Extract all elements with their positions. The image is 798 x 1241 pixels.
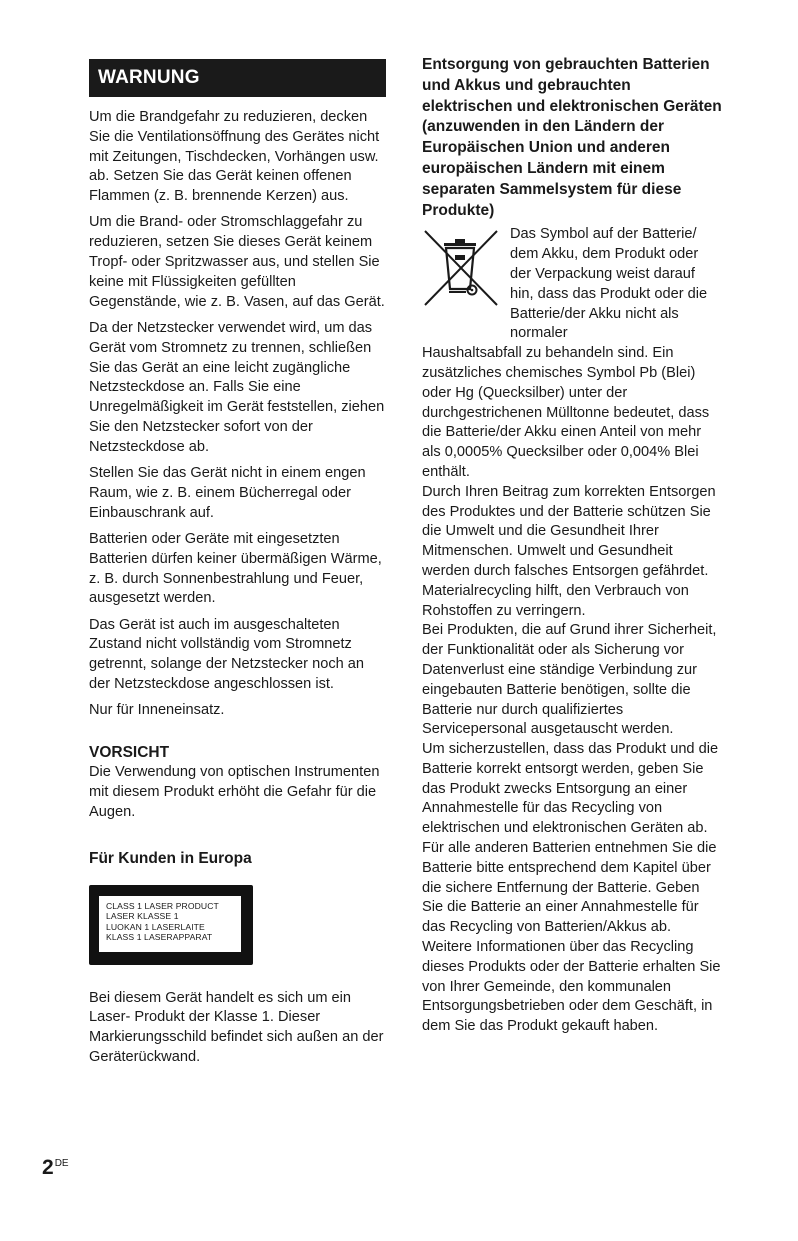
disposal-paragraph: Bei Produkten, die auf Grund ihrer Sicherheit, der Funktionalität oder als Sicherung vor Datenverlust eine ständige Verbindung zur eingebauten Batterie benötigen, sollte die Batterie nur durch qualifiziertes Servicepersonal ausgetauscht werden. <box>422 622 717 738</box>
symbol-description: Das Symbol auf der Batterie/ dem Akku, dem Produkt oder der Verpackung weist darauf hin, dass das Produkt oder die Batterie/der Akku nicht als normaler <box>510 226 708 342</box>
warning-paragraph: Da der Netzstecker verwendet wird, um das Gerät vom Stromnetz zu trennen, schließen Sie das Gerät an eine leicht zugängliche Netzsteckdose an. Falls Sie eine Unregelmäßigkeit im Gerät feststellen, ziehen Sie den Netzstecker sofort von der Netzsteckdose ab. <box>89 319 385 455</box>
disposal-paragraph: Weitere Informationen über das Recycling dieses Produkts oder der Batterie erhalten Sie von Ihrer Gemeinde, den kommunalen Entsorgungsbetrieben oder dem Geschäft, in dem Sie das Produkt gekauft haben. <box>422 939 721 1035</box>
disposal-paragraph: Um sicherzustellen, dass das Produkt und die Batterie korrekt entsorgt werden, geben Sie das Produkt zwecks Entsorgung an einer Annahmestelle für das Recycling von elektrischen und elektronischen Geräten ab. Für alle anderen Batterien entnehmen Sie die Batterie bitte entsprechend dem Kapitel über die sichere Entfernung der Batterie. Geben Sie die Batterie an einer Annahmestelle für das Recycling von Batterien/Akkus ab. <box>422 741 719 936</box>
warning-paragraph: Das Gerät ist auch im ausgeschalteten Zustand nicht vollständig vom Stromnetz getrennt, solange der Netzstecker noch an der Netzsteckdose angeschlossen ist. <box>89 616 365 693</box>
symbol-block <box>422 225 722 344</box>
laser-label-line: KLASS 1 LASERAPPARAT <box>106 932 213 942</box>
warning-paragraph: Um die Brandgefahr zu reduzieren, decken Sie die Ventilationsöffnung des Gerätes nicht mit Zeitungen, Tischdecken, Vorhängen usw. ab. Setzen Sie das Gerät keinen offenen Flammen (z. B. brennende Kerzen) aus. <box>89 109 380 205</box>
crossed-out-wheelie-bin-icon <box>422 229 500 309</box>
warning-heading: WARNUNG <box>89 59 386 97</box>
caution-text: Die Verwendung von optischen Instrumenten mit diesem Produkt erhöht die Gefahr für die Augen. <box>89 764 380 820</box>
warning-paragraph: Um die Brand- oder Stromschlaggefahr zu reduzieren, setzen Sie dieses Gerät keinem Tropf- oder Spritzwasser aus, und stellen Sie keine mit Flüssigkeiten gefüllten Gegenstände, wie z. B. Vasen, auf das Gerät. <box>89 214 385 310</box>
page-number-value: 2 <box>42 1156 54 1179</box>
warning-paragraph: Batterien oder Geräte mit eingesetzten Batterien dürfen keiner übermäßigen Wärme, z. B. durch Sonnenbestrahlung und Feuer, ausgesetzt werden. <box>89 530 382 607</box>
laser-label-line: CLASS 1 LASER PRODUCT <box>106 900 219 911</box>
warning-paragraph: Stellen Sie das Gerät nicht in einem engen Raum, wie z. B. einem Bücherregal oder Einbauschrank auf. <box>89 465 366 521</box>
disposal-heading: Entsorgung von gebrauchten Batterien und Akkus und gebrauchten elektrischen und elektronischen Geräten (anzuwenden in den Ländern der Europäischen Union und anderen europäischen Ländern mit einem separaten Sammelsystem für diese Produkte) <box>422 56 722 219</box>
right-column <box>422 55 722 1037</box>
language-code: DE <box>54 1158 69 1169</box>
laser-label-line: LASER KLASSE 1 <box>106 911 179 921</box>
warning-paragraph: Nur für Inneneinsatz. <box>89 702 225 719</box>
disposal-paragraph: Durch Ihren Beitrag zum korrekten Entsorgen des Produktes und der Batterie schützen Sie die Umwelt und die Gesundheit Ihrer Mitmenschen. Umwelt und Gesundheit werden durch falsches Entsorgen gefährdet. Materialrecycling hilft, den Verbrauch von Rohstoffen zu verringern. <box>422 483 716 619</box>
laser-label-text-area <box>99 896 241 952</box>
laser-class-label <box>89 885 253 965</box>
europe-heading: Für Kunden in Europa <box>89 849 252 867</box>
page-number <box>42 1156 69 1180</box>
disposal-paragraph: Haushaltsabfall zu behandeln sind. Ein zusätzliches chemisches Symbol Pb (Blei) oder Hg (Quecksilber) unter der durchgestrichenen Mülltonne bedeutet, dass die Batterie/der Akku einen Anteil von mehr als 0,0005% Quecksilber oder 0,004% Blei enthält. <box>422 345 710 480</box>
laser-description: Bei diesem Gerät handelt es sich um ein Laser- Produkt der Klasse 1. Dieser Markierungsschild befindet sich außen an der Geräterückwand. <box>89 989 384 1065</box>
left-column <box>89 59 389 1074</box>
laser-label-line: LUOKAN 1 LASERLAITE <box>106 921 205 932</box>
caution-heading: VORSICHT <box>89 744 170 762</box>
